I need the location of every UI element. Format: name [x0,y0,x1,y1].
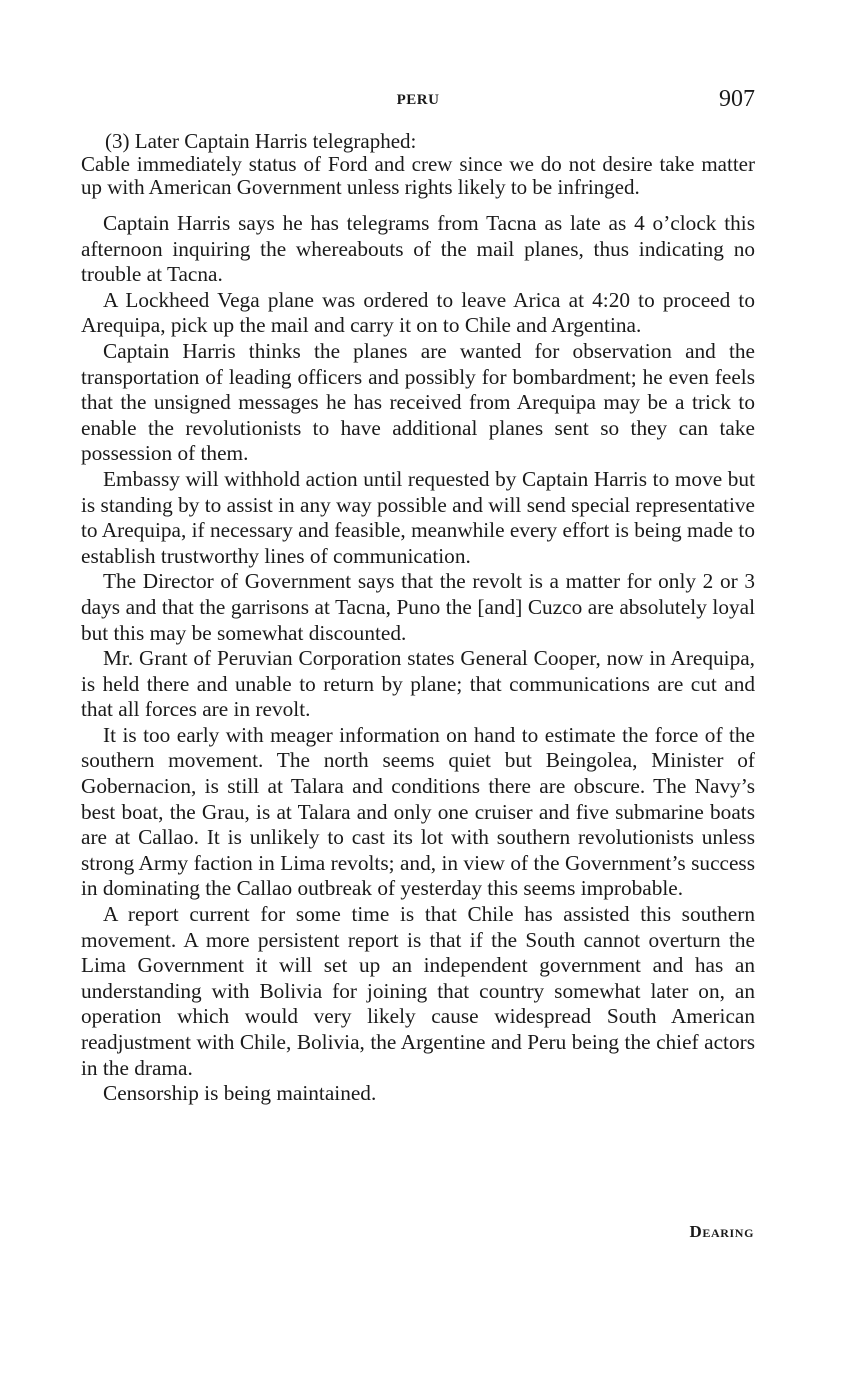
paragraph: It is too early with meager information on hand to estimate the force of the southern movement. The north seems quiet but Beingolea, Minister of Gobernacion, is still at Talara and conditions there are obscure. The Navy’s best boat, the Grau, is at Talara and only one cruiser and five submarine boats are at Callao. It is unlikely to cast its lot with southern revolutionists unless strong Army faction in Lima revolts; and, in view of the Government’s success in dominating the Callao outbreak of yesterday this seems improbable. [81,722,755,901]
paragraph: Captain Harris thinks the planes are wanted for observation and the transportation of leading officers and possibly for bombardment; he even feels that the unsigned messages he has received from Arequipa may be a trick to enable the revolutionists to have additional planes sent so they can take possession of them. [81,338,755,466]
paragraph: Embassy will withhold action until requested by Captain Harris to move but is standing by to assist in any way possible and will send special representative to Arequipa, if necessary and feasible, meanwhile every effort is being made to establish trustworthy lines of communication. [81,466,755,568]
running-head [81,86,755,116]
running-title: PERU [396,92,440,108]
telegram-intro: (3) Later Captain Harris telegraphed: [105,129,417,153]
paragraph: Censorship is being maintained. [103,1081,377,1106]
signature: Dearing [689,1222,754,1241]
paragraph: The Director of Government says that the revolt is a matter for only 2 or 3 days and that the garrisons at Tacna, Puno the [and] Cuzco are absolutely loyal but this may be somewhat discounted. [81,569,755,645]
paragraph: A Lockheed Vega plane was ordered to leave Arica at 4:20 to proceed to Arequipa, pick up the mail and carry it on to Chile and Argentina. [81,287,755,338]
paragraph: Mr. Grant of Peruvian Corporation states General Cooper, now in Arequipa, is held there and unable to return by plane; that communications are cut and that all forces are in revolt. [81,646,755,722]
paragraph: Captain Harris says he has telegrams from Tacna as late as 4 o’clock this afternoon inquiring the whereabouts of the mail planes, thus indicating no trouble at Tacna. [81,211,755,287]
telegram-quote [81,130,755,199]
body-text [81,130,755,1107]
paragraph: A report current for some time is that Chile has assisted this southern movement. A more persistent report is that if the South cannot overturn the Lima Government it will set up an independent government and has an understanding with Bolivia for joining that country somewhat later on, an operation which would very likely cause widespread South American readjustment with Chile, Bolivia, the Argentine and Peru being the chief actors in the drama. [81,902,755,1080]
telegram-text: Cable immediately status of Ford and crew since we do not desire take matter up with American Government unless rights likely to be infringed. [81,152,755,199]
page-number: 907 [719,86,755,112]
